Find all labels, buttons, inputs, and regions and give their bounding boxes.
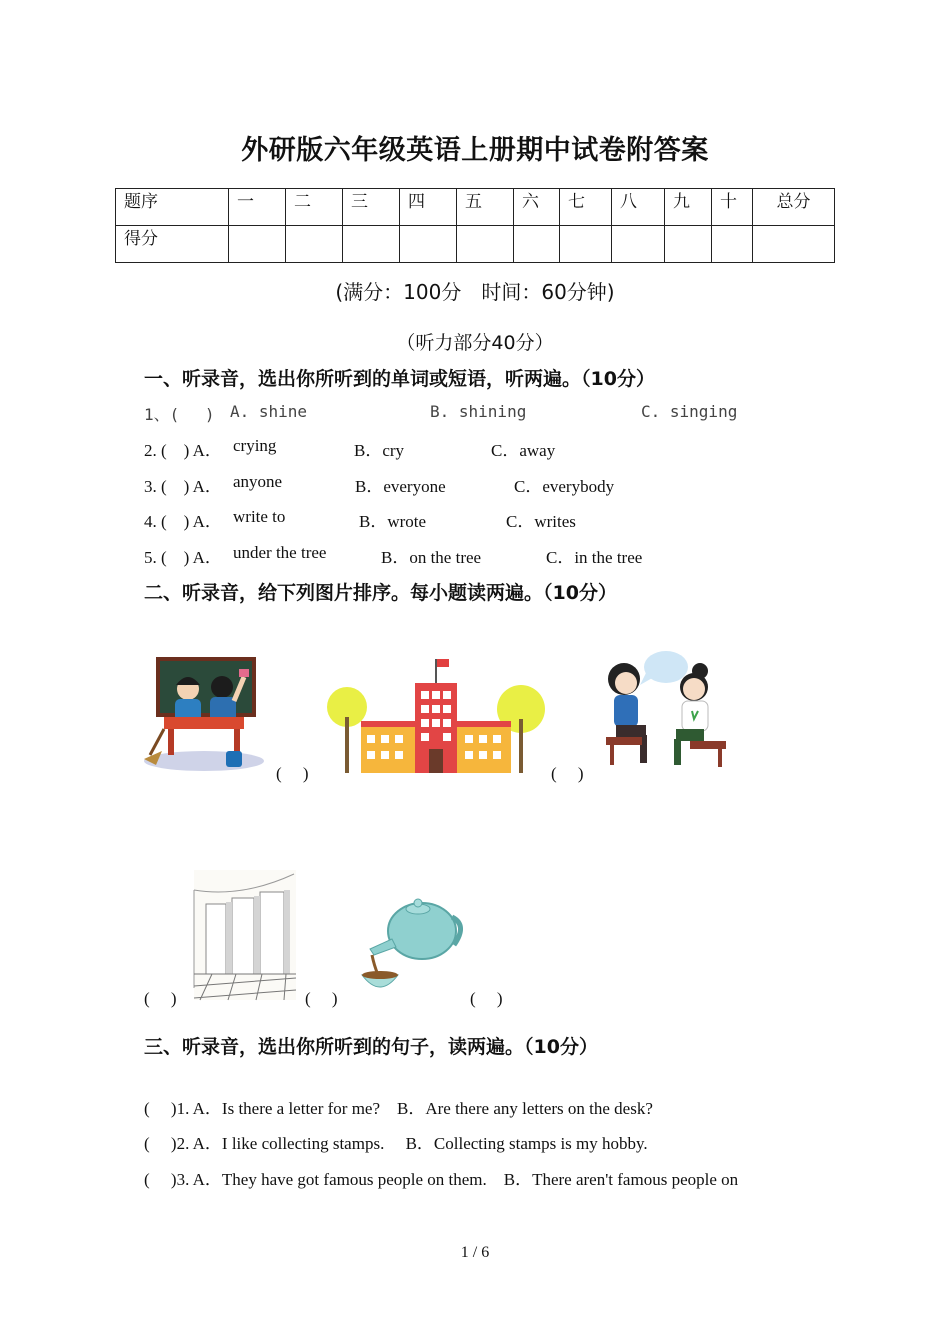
teapot-icon — [356, 895, 466, 999]
full-score-info: (满分：100分 时间：60分钟) — [335, 280, 615, 304]
section1-heading: 一、听录音，选出你所听到的单词或短语，听两遍。（10分） — [144, 368, 655, 390]
classroom-cleaning-icon — [142, 655, 272, 775]
question-1-option-c[interactable]: C. singing — [641, 402, 738, 421]
score-input-cell[interactable] — [286, 226, 343, 263]
question-number: 5. ( ) A． — [144, 548, 222, 567]
score-table-score-row — [116, 226, 835, 263]
option-a[interactable]: write to — [233, 507, 286, 526]
score-input-cell[interactable] — [665, 226, 712, 263]
question-number: 3. ( ) A． — [144, 477, 222, 496]
option-c[interactable]: C．everybody — [514, 477, 615, 496]
option-a[interactable]: crying — [233, 436, 277, 455]
score-cell: 八 — [612, 189, 665, 226]
section3-heading: 三、听录音，选出你所听到的句子，读两遍。（10分） — [144, 1036, 598, 1058]
answer-paren-picture-1[interactable]: ( ) — [276, 764, 309, 783]
score-row-label: 得分 — [116, 226, 229, 263]
score-cell: 九 — [665, 189, 712, 226]
sentence-question-3[interactable]: ( )3. A．They have got famous people on them. B．There aren't famous people on — [144, 1170, 739, 1189]
score-cell: 四 — [400, 189, 457, 226]
score-input-cell[interactable] — [343, 226, 400, 263]
option-c[interactable]: C．writes — [506, 512, 576, 531]
page-title: 外研版六年级英语上册期中试卷附答案 — [241, 135, 709, 166]
toilet-stalls-icon — [192, 868, 302, 1002]
score-input-cell[interactable] — [229, 226, 286, 263]
score-cell: 二 — [286, 189, 343, 226]
sentence-question-2[interactable]: ( )2. A．I like collecting stamps. B．Collecting stamps is my hobby. — [144, 1134, 648, 1153]
section2-heading: 二、听录音，给下列图片排序。每小题读两遍。（10分） — [144, 582, 617, 604]
score-cell: 七 — [560, 189, 612, 226]
question-1-option-b[interactable]: B. shining — [430, 402, 527, 421]
score-input-cell[interactable] — [560, 226, 612, 263]
score-input-cell[interactable] — [753, 226, 835, 263]
question-1-number: 1、( ) — [144, 405, 215, 424]
option-b[interactable]: B．on the tree — [381, 548, 482, 567]
score-cell: 题序 — [116, 189, 229, 226]
answer-paren-picture-3[interactable]: ( ) — [144, 989, 177, 1008]
score-input-cell[interactable] — [457, 226, 514, 263]
option-b[interactable]: B．everyone — [355, 477, 446, 496]
option-c[interactable]: C．away — [491, 441, 556, 460]
score-table — [115, 188, 835, 263]
score-table-header-row — [116, 189, 835, 226]
option-a[interactable]: anyone — [233, 472, 283, 491]
score-input-cell[interactable] — [400, 226, 457, 263]
score-cell: 十 — [712, 189, 753, 226]
sentence-question-1[interactable]: ( )1. A．Is there a letter for me? B．Are there any letters on the desk? — [144, 1099, 653, 1118]
score-input-cell[interactable] — [514, 226, 560, 263]
school-building-icon — [325, 657, 547, 775]
score-cell: 六 — [514, 189, 560, 226]
option-b[interactable]: B．cry — [354, 441, 405, 460]
option-a[interactable]: under the tree — [233, 543, 327, 562]
score-cell: 三 — [343, 189, 400, 226]
answer-paren-picture-2[interactable]: ( ) — [551, 764, 584, 783]
answer-paren-picture-5[interactable]: ( ) — [470, 989, 503, 1008]
score-cell: 总分 — [753, 189, 835, 226]
score-cell: 五 — [457, 189, 514, 226]
option-c[interactable]: C．in the tree — [546, 548, 643, 567]
score-cell: 一 — [229, 189, 286, 226]
question-number: 4. ( ) A． — [144, 512, 222, 531]
question-number: 2. ( ) A． — [144, 441, 222, 460]
option-b[interactable]: B．wrote — [359, 512, 427, 531]
girls-talking-icon — [602, 645, 728, 773]
score-input-cell[interactable] — [612, 226, 665, 263]
page-number: 1 / 6 — [460, 1244, 490, 1261]
question-1-option-a[interactable]: A. shine — [230, 402, 308, 421]
listening-part-label: （听力部分40分） — [396, 332, 554, 354]
answer-paren-picture-4[interactable]: ( ) — [305, 989, 338, 1008]
score-input-cell[interactable] — [712, 226, 753, 263]
